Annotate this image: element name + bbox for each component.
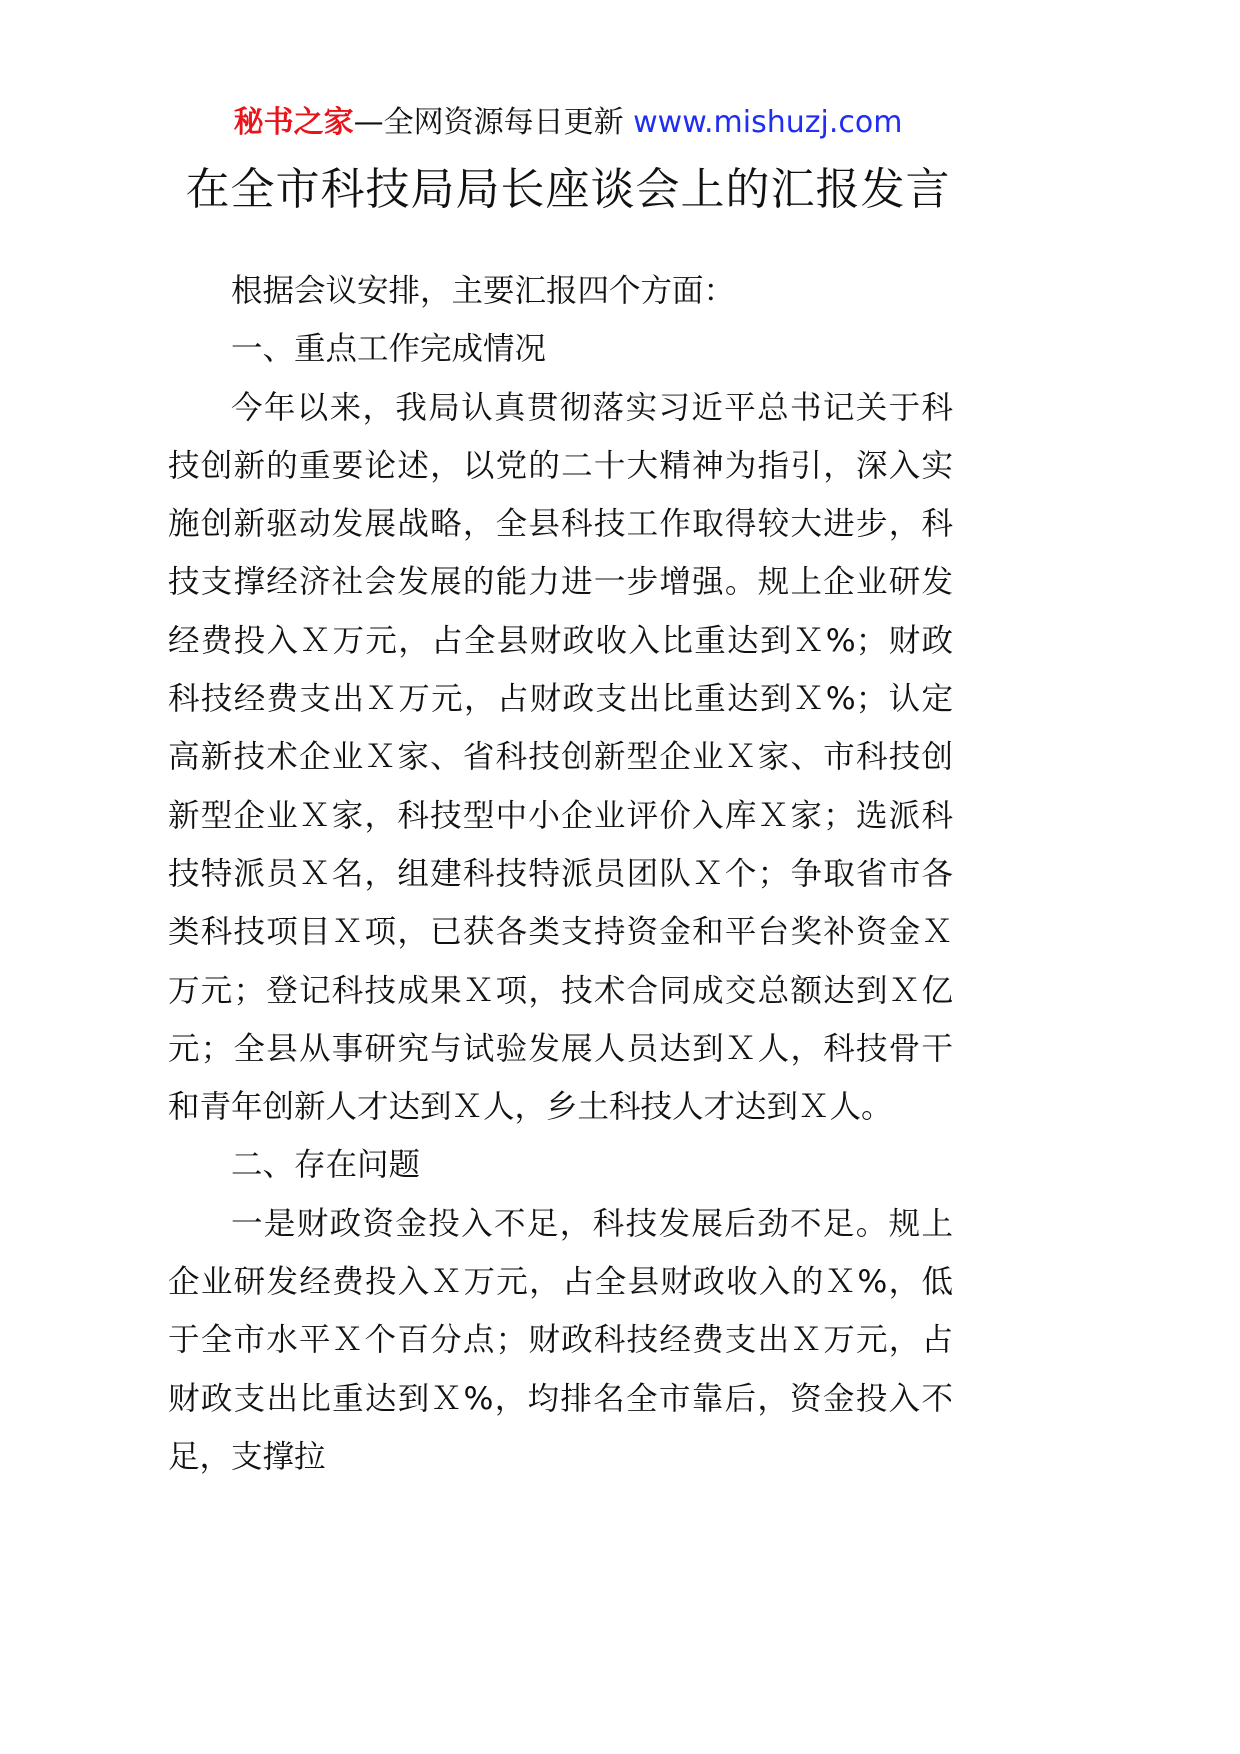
intro-paragraph: 根据会议安排，主要汇报四个方面：: [231, 273, 736, 309]
section-2-paragraph: 一是财政资金投入不足，科技发展后劲不足。规上企业研发经费投入Ｘ万元，占全县财政收入的Ｘ%，低于全市水平Ｘ个百分点；财政科技经费支出Ｘ万元，占财政支出比重达到Ｘ%，均排名全市靠后，资金投入不足，支撑拉: [168, 1205, 953, 1475]
section-heading-1: 一、重点工作完成情况: [231, 331, 547, 368]
document-body: [168, 262, 953, 1486]
site-header: [0, 100, 1136, 146]
section-1-paragraph: 今年以来，我局认真贯彻落实习近平总书记关于科技创新的重要论述，以党的二十大精神为指引，深入实施创新驱动发展战略，全县科技工作取得较大进步，科技支撑经济社会发展的能力进一步增强。规上企业研发经费投入Ｘ万元，占全县财政收入比重达到Ｘ%；财政科技经费支出Ｘ万元，占财政支出比重达到Ｘ%；认定高新技术企业Ｘ家、省科技创新型企业Ｘ家、市科技创新型企业Ｘ家，科技型中小企业评价入库Ｘ家；选派科技特派员Ｘ名，组建科技特派员团队Ｘ个；争取省市各类科技项目Ｘ项，已获各类支持资金和平台奖补资金Ｘ万元；登记科技成果Ｘ项，技术合同成交总额达到Ｘ亿元；全县从事研究与试验发展人员达到Ｘ人，科技骨干和青年创新人才达到Ｘ人，乡土科技人才达到Ｘ人。: [168, 389, 953, 1126]
section-heading-2: 二、存在问题: [231, 1147, 421, 1184]
site-url[interactable]: www.mishuzj.com: [633, 105, 903, 140]
document-title: 在全市科技局局长座谈会上的汇报发言: [185, 164, 951, 215]
header-tagline: —全网资源每日更新: [353, 105, 624, 140]
brand-name: 秘书之家: [233, 105, 354, 140]
